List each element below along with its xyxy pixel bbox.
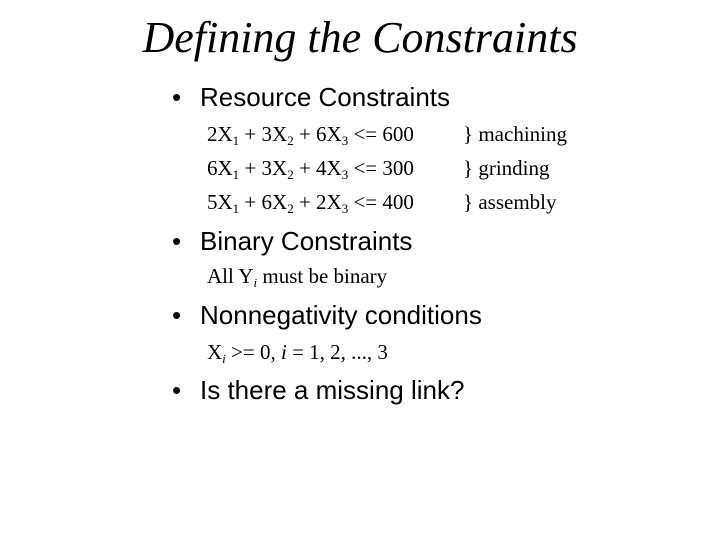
bullet-label: Resource Constraints [200,82,450,112]
slide-title: Defining the Constraints [142,13,578,62]
brace: } [463,156,474,180]
bullet-missing-link-question [172,375,464,405]
brace: } [463,190,474,214]
constraint-equation: $5X_1 + 6X_2 + 2X_3 <= 400$ [207,190,414,216]
constraint-label: grinding [478,156,550,180]
bullet-dot: • [172,82,182,112]
constraint-label: machining [478,122,567,146]
bullet-dot: • [172,375,182,405]
constraint-label: assembly [478,190,557,214]
bullet-label: Nonnegativity conditions [200,300,482,330]
constraint-equation: $2X_1 + 3X_2 + 6X_3 <= 600$ [207,122,414,148]
nonnegativity-condition: $X_i >= 0$, i = 1, 2, ..., 3 [207,340,388,366]
bullet-dot: • [172,226,182,256]
bullet-resource-constraints [172,82,450,112]
bullet-label: Is there a missing link? [200,375,465,405]
binary-condition: All $Y_i$ must be binary [207,264,388,290]
bullet-binary-constraints [172,226,412,256]
bullet-dot: • [172,300,182,330]
bullet-label: Binary Constraints [200,226,413,256]
constraint-row-assembly [207,190,557,214]
bullet-nonnegativity-conditions [172,300,482,330]
constraint-row-grinding [207,156,550,180]
brace: } [463,122,474,146]
constraint-row-machining [207,122,567,146]
constraint-equation: $6X_1 + 3X_2 + 4X_3 <= 300$ [207,156,414,182]
